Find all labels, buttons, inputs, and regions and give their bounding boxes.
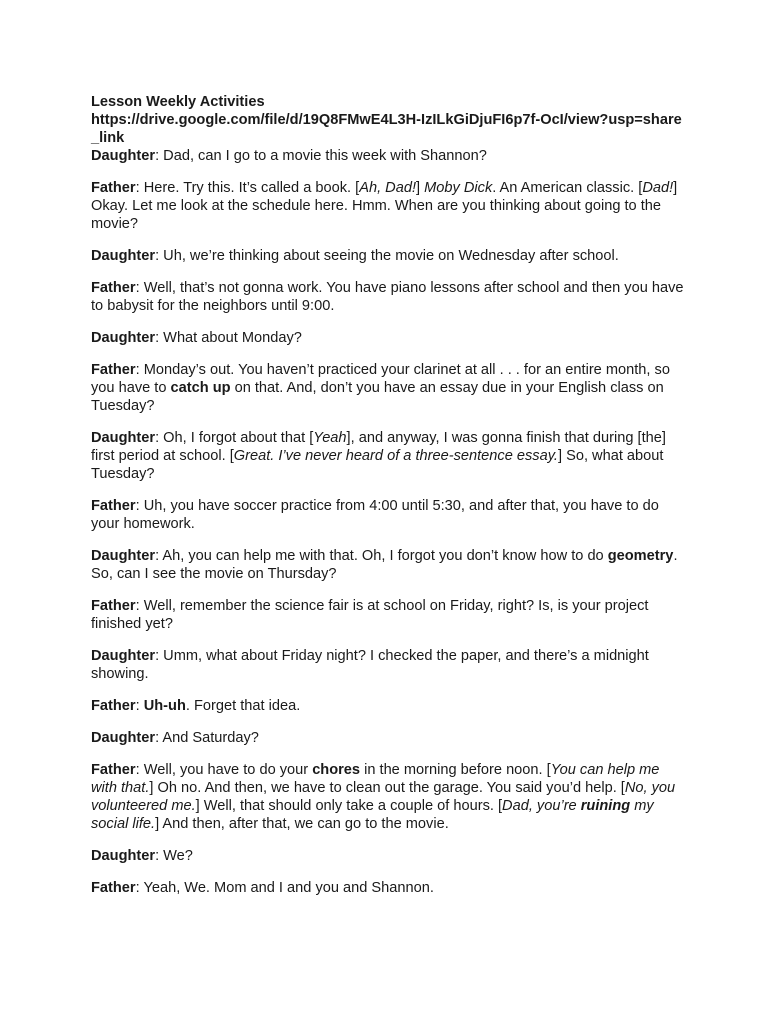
speaker-name: Father: [91, 762, 136, 778]
dialogue-line: [91, 147, 687, 165]
speaker-name: Father: [91, 698, 136, 714]
speaker-name: Father: [91, 180, 136, 196]
speaker-name: Father: [91, 880, 136, 896]
dialogue-line: [91, 647, 687, 683]
dialogue-text: Dad, you’re: [502, 798, 581, 814]
dialogue-body: [91, 147, 687, 897]
speaker-name: Daughter: [91, 330, 156, 346]
dialogue-text: in the morning before noon. [: [360, 762, 551, 778]
dialogue-text: Moby Dick: [424, 180, 493, 196]
speaker-name: Daughter: [91, 730, 156, 746]
dialogue-text: : What about Monday?: [155, 330, 302, 346]
dialogue-text: Ah, Dad!: [359, 180, 417, 196]
dialogue-line: [91, 761, 687, 833]
dialogue-line: [91, 879, 687, 897]
dialogue-text: Uh-uh: [143, 698, 186, 714]
dialogue-text: ], and anyway, I was gonna finish that during [the] first period at school. [: [91, 430, 666, 464]
dialogue-text: : Well, that’s not gonna work. You have piano lessons after school and then you have to babysit for the neighbors until 9:00.: [91, 280, 684, 314]
dialogue-text: : Ah, you can help me with that. Oh, I forgot you don’t know how to do: [155, 548, 608, 564]
dialogue-text: on that. And, don’t you have an essay due in your English class on Tuesday?: [91, 380, 664, 414]
dialogue-text: ruining: [580, 798, 631, 814]
dialogue-text: catch up: [170, 380, 231, 396]
speaker-name: Daughter: [91, 430, 156, 446]
dialogue-text: Yeah: [313, 430, 347, 446]
dialogue-text: . An American classic. [: [492, 180, 643, 196]
dialogue-text: ] Well, that should only take a couple of hours. [: [195, 798, 503, 814]
dialogue-text: ] Oh no. And then, we have to clean out the garage. You said you’d help. [: [149, 780, 625, 796]
dialogue-text: : Umm, what about Friday night? I checked the paper, and there’s a midnight showing.: [91, 648, 649, 682]
dialogue-line: [91, 697, 687, 715]
dialogue-text: : We?: [155, 848, 193, 864]
dialogue-text: : Yeah, We. Mom and I and you and Shannon.: [135, 880, 434, 896]
dialogue-line: [91, 279, 687, 315]
dialogue-text: ] And then, after that, we can go to the movie.: [155, 816, 449, 832]
dialogue-text: : Here. Try this. It’s called a book. [: [135, 180, 360, 196]
speaker-name: Father: [91, 498, 136, 514]
dialogue-text: : Well, remember the science fair is at school on Friday, right? Is, is your project finished yet?: [91, 598, 649, 632]
speaker-name: Father: [91, 362, 136, 378]
document-page: [91, 93, 687, 911]
dialogue-text: ] Okay. Let me look at the schedule here. Hmm. When are you thinking about going to the movie?: [91, 180, 678, 232]
dialogue-text: Dad!: [642, 180, 674, 196]
dialogue-text: ] So, what about Tuesday?: [91, 448, 664, 482]
speaker-name: Daughter: [91, 648, 156, 664]
dialogue-line: [91, 847, 687, 865]
dialogue-line: [91, 497, 687, 533]
speaker-name: Daughter: [91, 148, 156, 164]
dialogue-text: chores: [312, 762, 361, 778]
speaker-name: Father: [91, 280, 136, 296]
share-link[interactable]: https://drive.google.com/file/d/19Q8FMwE4L3H-IzILkGiDjuFI6p7f-OcI/view?usp=share_link: [91, 112, 682, 146]
dialogue-text: : Well, you have to do your: [135, 762, 313, 778]
dialogue-line: [91, 247, 687, 265]
dialogue-text: : Monday’s out. You haven’t practiced your clarinet at all . . . for an entire month, so you have to: [91, 362, 670, 396]
dialogue-text: geometry: [607, 548, 674, 564]
dialogue-line: [91, 597, 687, 633]
dialogue-line: [91, 547, 687, 583]
dialogue-line: [91, 329, 687, 347]
dialogue-text: :: [135, 698, 144, 714]
dialogue-text: : Uh, we’re thinking about seeing the movie on Wednesday after school.: [155, 248, 619, 264]
dialogue-text: : Dad, can I go to a movie this week with Shannon?: [155, 148, 487, 164]
dialogue-text: ]: [416, 180, 425, 196]
dialogue-line: [91, 729, 687, 747]
dialogue-text: Great. I’ve never heard of a three-sentence essay.: [233, 448, 558, 464]
dialogue-text: : Oh, I forgot about that [: [155, 430, 314, 446]
document-title: Lesson Weekly Activities: [91, 94, 265, 110]
speaker-name: Daughter: [91, 248, 156, 264]
dialogue-text: : And Saturday?: [155, 730, 259, 746]
speaker-name: Daughter: [91, 848, 156, 864]
speaker-name: Father: [91, 598, 136, 614]
dialogue-text: You can help me with that.: [91, 762, 660, 796]
dialogue-text: : Uh, you have soccer practice from 4:00 until 5:30, and after that, you have to do your homework.: [91, 498, 659, 532]
dialogue-text: my social life.: [91, 798, 654, 832]
dialogue-line: [91, 179, 687, 233]
dialogue-line: [91, 429, 687, 483]
dialogue-line: [91, 361, 687, 415]
speaker-name: Daughter: [91, 548, 156, 564]
dialogue-text: . So, can I see the movie on Thursday?: [91, 548, 678, 582]
dialogue-text: No, you volunteered me.: [91, 780, 676, 814]
dialogue-text: . Forget that idea.: [185, 698, 301, 714]
